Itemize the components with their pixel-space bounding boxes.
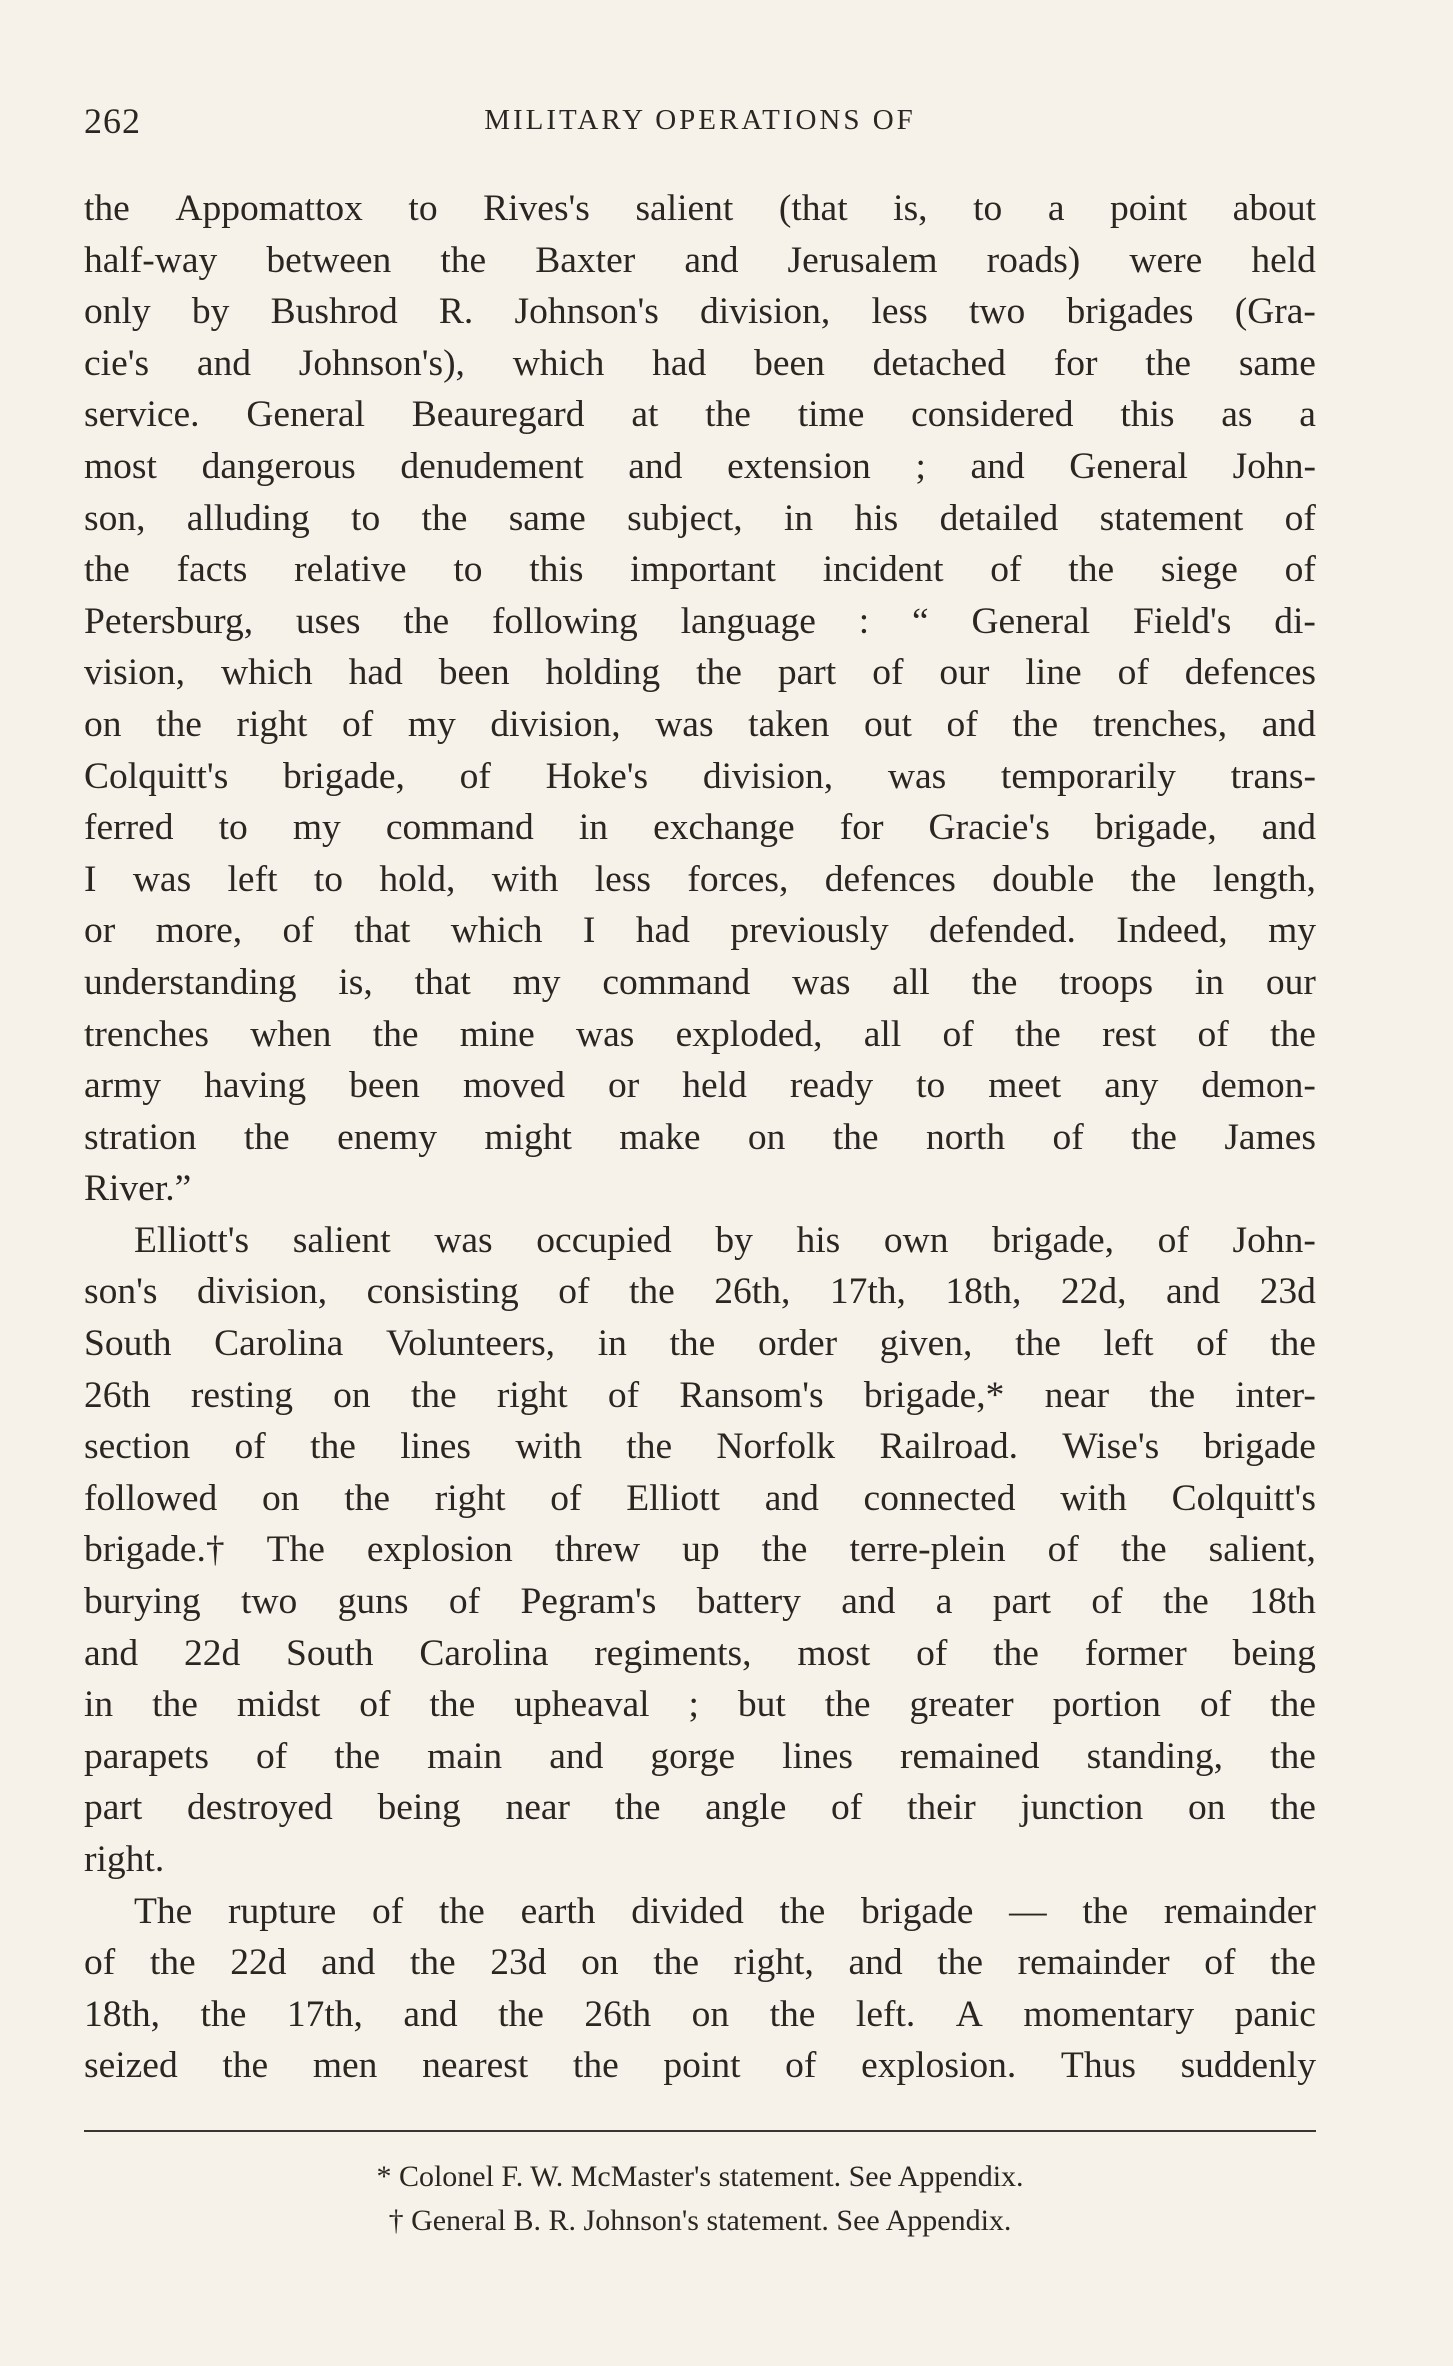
text-line: or more, of that which I had previously defended. Indeed, my	[84, 910, 1316, 952]
text-line: right.	[84, 1839, 165, 1880]
text-line: 18th, the 17th, and the 26th on the left. A momentary panic	[84, 1993, 1316, 2035]
text-line: 26th resting on the right of Ransom's brigade,* near the inter-	[84, 1374, 1316, 1416]
text-line: understanding is, that my command was all the troops in our	[84, 961, 1316, 1003]
text-line: the Appomattox to Rives's salient (that is, to a point about	[84, 188, 1316, 229]
text-line: stration the enemy might make on the north of the James	[84, 1116, 1316, 1158]
footnote-rule	[84, 2130, 1316, 2132]
footnotes	[84, 2155, 1316, 2243]
text-line: followed on the right of Elliott and connected with Colquitt's	[84, 1477, 1316, 1519]
text-line: only by Bushrod R. Johnson's division, less two brigades (Gra-	[84, 291, 1316, 333]
text-line: army having been moved or held ready to meet any demon-	[84, 1065, 1316, 1107]
page-header	[84, 100, 1316, 160]
text-line: parapets of the main and gorge lines remained standing, the	[84, 1735, 1316, 1777]
body-text	[84, 183, 1316, 2092]
text-line: The rupture of the earth divided the brigade — the remainder	[134, 1890, 1316, 1932]
text-line: most dangerous denudement and extension ; and General John-	[84, 445, 1316, 487]
text-line: cie's and Johnson's), which had been detached for the same	[84, 342, 1316, 384]
text-line: Elliott's salient was occupied by his own brigade, of John-	[134, 1219, 1316, 1261]
text-line: on the right of my division, was taken out of the trenches, and	[84, 703, 1316, 745]
text-line: South Carolina Volunteers, in the order given, the left of the	[84, 1323, 1316, 1365]
text-line: of the 22d and the 23d on the right, and the remainder of the	[84, 1942, 1316, 1984]
text-line: seized the men nearest the point of explosion. Thus suddenly	[84, 2045, 1316, 2087]
text-line: the facts relative to this important incident of the siege of	[84, 549, 1316, 591]
text-line: in the midst of the upheaval ; but the greater portion of the	[84, 1684, 1316, 1726]
text-line: section of the lines with the Norfolk Railroad. Wise's brigade	[84, 1426, 1316, 1468]
text-line: Colquitt's brigade, of Hoke's division, was temporarily trans-	[84, 755, 1316, 797]
text-line: trenches when the mine was exploded, all of the rest of the	[84, 1013, 1316, 1055]
footnote-johnson: † General B. R. Johnson's statement. See Appendix.	[388, 2204, 1012, 2237]
text-line: Petersburg, uses the following language : “ General Field's di-	[84, 600, 1316, 642]
text-line: vision, which had been holding the part of our line of defences	[84, 652, 1316, 694]
text-line: ferred to my command in exchange for Gracie's brigade, and	[84, 807, 1316, 849]
text-line: service. General Beauregard at the time considered this as a	[84, 394, 1316, 436]
running-head: MILITARY OPERATIONS OF	[484, 104, 916, 136]
text-line: son, alluding to the same subject, in his detailed statement of	[84, 497, 1316, 539]
text-line: part destroyed being near the angle of their junction on the	[84, 1787, 1316, 1829]
text-line: half-way between the Baxter and Jerusalem roads) were held	[84, 239, 1316, 281]
text-line: son's division, consisting of the 26th, 17th, 18th, 22d, and 23d	[84, 1271, 1316, 1313]
text-line: burying two guns of Pegram's battery and a part of the 18th	[84, 1581, 1316, 1623]
text-line: brigade.† The explosion threw up the terre-plein of the salient,	[84, 1529, 1316, 1571]
text-line: I was left to hold, with less forces, defences double the length,	[84, 858, 1316, 900]
text-line: and 22d South Carolina regiments, most of the former being	[84, 1632, 1316, 1674]
text-line: River.”	[84, 1168, 192, 1210]
page-number: 262	[84, 101, 141, 141]
footnote-mcmaster: * Colonel F. W. McMaster's statement. See Appendix.	[376, 2160, 1024, 2193]
